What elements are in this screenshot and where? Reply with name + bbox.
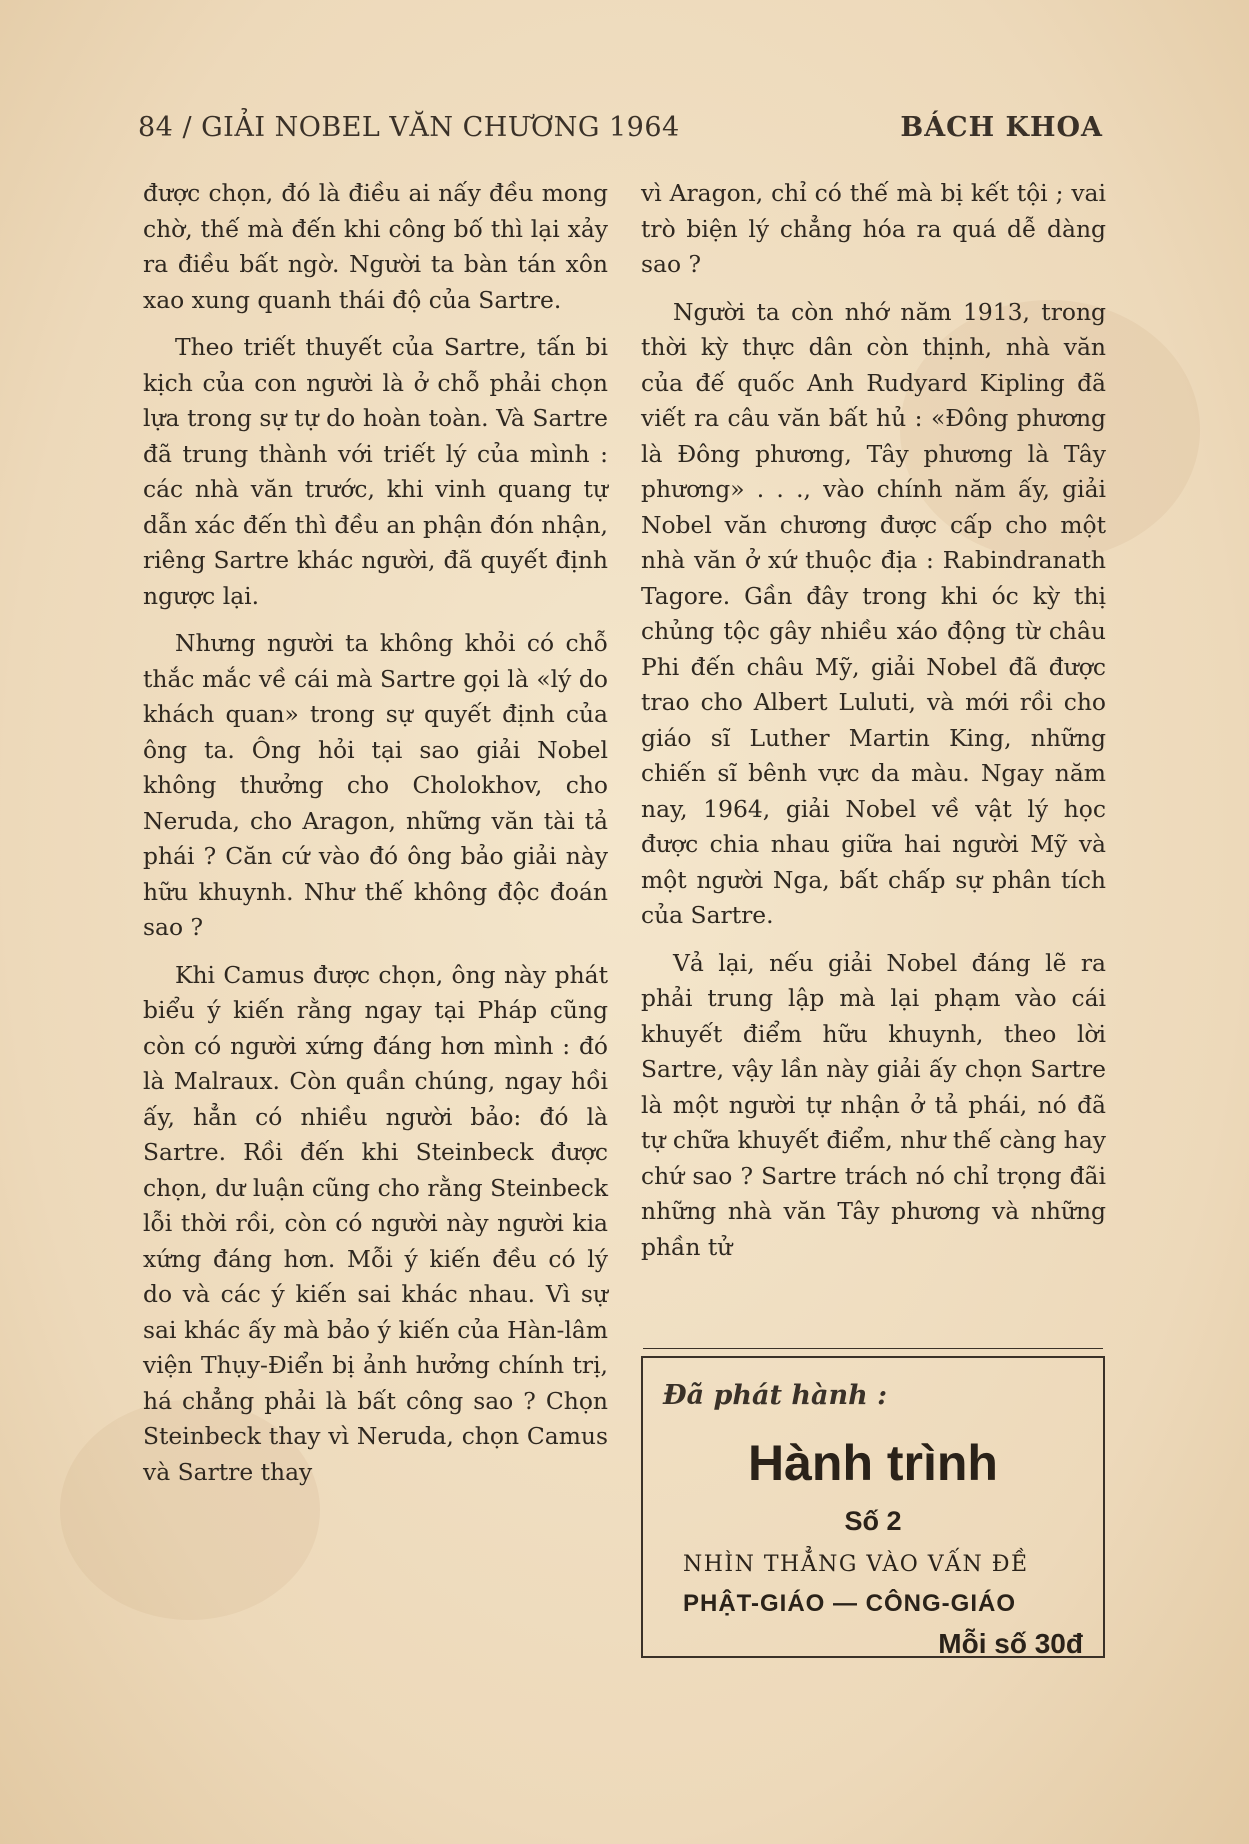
paragraph: Nhưng người ta không khỏi có chỗ thắc mắc về cái mà Sartre gọi là «lý do khách quan» trong sự quyết định của ông ta. Ông hỏi tại sao giải Nobel không thưởng cho Cholokhov, cho Neruda, cho Aragon, những văn tài tả phái ? Căn cứ vào đó ông bảo giải này hữu khuynh. Như thế không độc đoán sao ?	[143, 629, 608, 941]
paragraph: Theo triết thuyết của Sartre, tấn bi kịch của con người là ở chỗ phải chọn lựa trong sự tự do hoàn toàn. Và Sartre đã trung thành với triết lý của mình : các nhà văn trước, khi vinh quang tự dẫn xác đến thì đều an phận đón nhận, riêng Sartre khác người, đã quyết định ngược lại.	[143, 333, 608, 610]
paragraph: vì Aragon, chỉ có thế mà bị kết tội ; vai trò biện lý chẳng hóa ra quá dễ dàng sao ?	[641, 179, 1106, 278]
page-header	[138, 112, 1103, 148]
ad-topics: PHẬT-GIÁO — CÔNG-GIÁO	[683, 1590, 1016, 1617]
paragraph: Người ta còn nhớ năm 1913, trong thời kỳ thực dân còn thịnh, nhà văn của đế quốc Anh Rudyard Kipling đã viết ra câu văn bất hủ : «Đông phương là Đông phương, Tây phương là Tây phương» . . ., vào chính năm ấy, giải Nobel văn chương được cấp cho một nhà văn ở xứ thuộc địa : Rabindranath Tagore. Gần đây trong khi óc kỳ thị chủng tộc gây nhiều xáo động từ châu Phi đến châu Mỹ, giải Nobel đã được trao cho Albert Luluti, và mới rồi cho giáo sĩ Luther Martin King, những chiến sĩ bênh vực da màu. Ngay năm nay, 1964, giải Nobel về vật lý học được chia nhau giữa hai người Mỹ và một người Nga, bất chấp sự phân tích của Sartre.	[641, 297, 1106, 929]
right-column	[641, 176, 1106, 1277]
ad-title: Hành trình	[748, 1435, 998, 1491]
advertisement-box	[641, 1356, 1105, 1658]
ad-subtitle: NHÌN THẲNG VÀO VẤN ĐỀ	[683, 1552, 1029, 1577]
paragraph: được chọn, đó là điều ai nấy đều mong chờ, thế mà đến khi công bố thì lại xảy ra điều bất ngờ. Người ta bàn tán xôn xao xung quanh thái độ của Sartre.	[143, 179, 608, 314]
ad-label: Đã phát hành :	[663, 1380, 888, 1411]
divider	[643, 1348, 1103, 1349]
paragraph: Vả lại, nếu giải Nobel đáng lẽ ra phải trung lập mà lại phạm vào cái khuyết điểm hữu khuynh, theo lời Sartre, vậy lần này giải ấy chọn Sartre là một người tự nhận ở tả phái, nó đã tự chữa khuyết điểm, như thế càng hay chứ sao ? Sartre trách nó chỉ trọng đãi những nhà văn Tây phương và những phần tử	[641, 948, 1106, 1261]
ad-issue: Số 2	[844, 1506, 902, 1536]
ad-price: Mỗi số 30đ	[938, 1628, 1083, 1659]
paragraph: Khi Camus được chọn, ông này phát biểu ý kiến rằng ngay tại Pháp cũng còn có người xứng đáng hơn mình : đó là Malraux. Còn quần chúng, ngay hồi ấy, hẳn có nhiều người bảo: đó là Sartre. Rồi đến khi Steinbeck được chọn, dư luận cũng cho rằng Steinbeck lỗi thời rồi, còn có người này người kia xứng đáng hơn. Mỗi ý kiến đều có lý do và các ý kiến sai khác nhau. Vì sự sai khác ấy mà bảo ý kiến của Hàn-lâm viện Thụy-Điển bị ảnh hưởng chính trị, há chẳng phải là bất công sao ? Chọn Steinbeck thay vì Neruda, chọn Camus và Sartre thay	[143, 960, 608, 1486]
left-column	[143, 176, 608, 1502]
running-title: 84 / GIẢI NOBEL VĂN CHƯƠNG 1964	[138, 112, 680, 143]
magazine-name: BÁCH KHOA	[900, 112, 1103, 143]
